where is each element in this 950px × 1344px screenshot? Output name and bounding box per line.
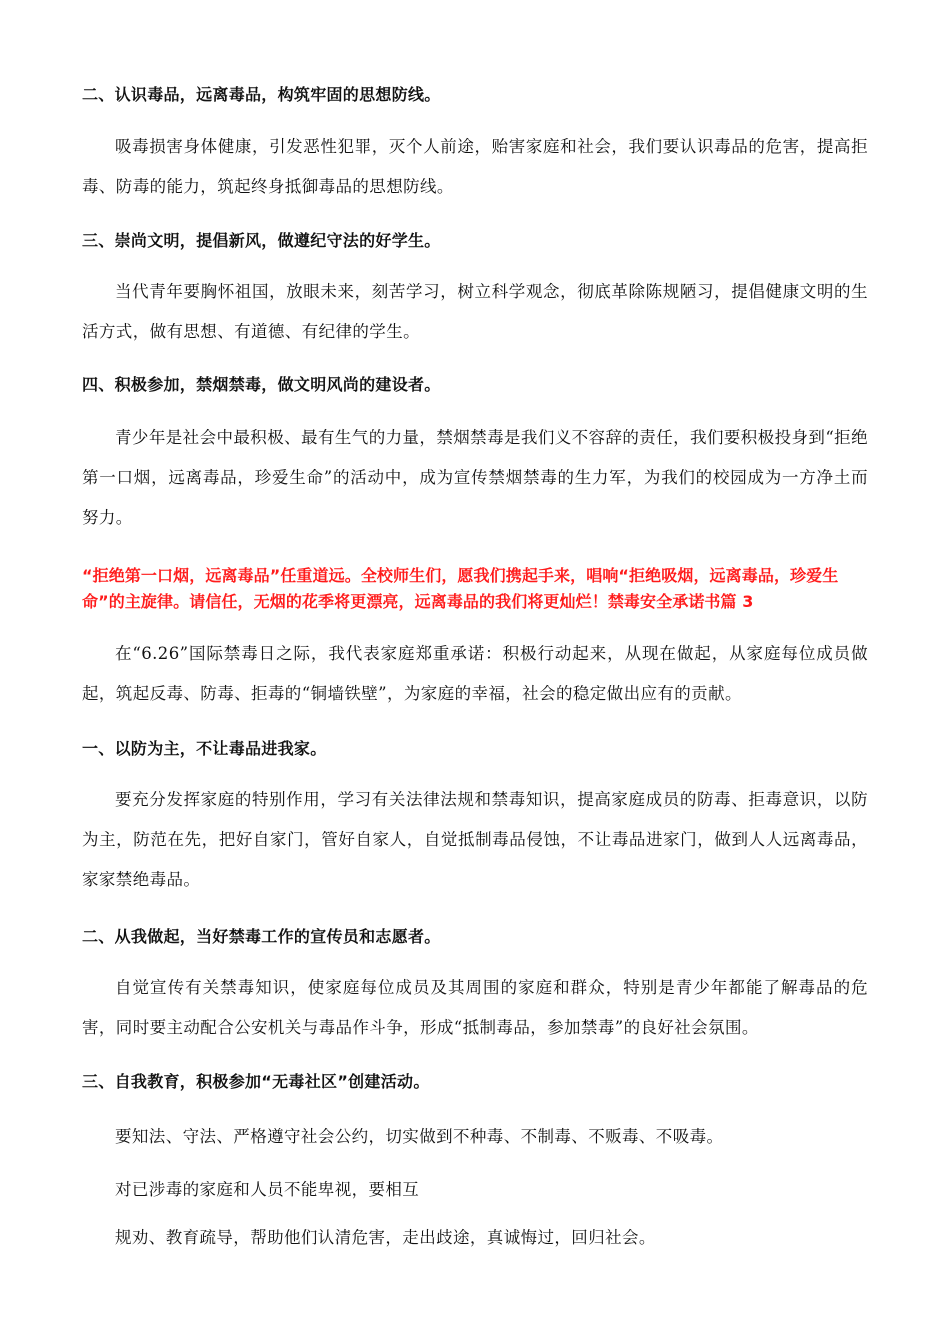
section-heading: 三、崇尚文明，提倡新风，做遵纪守法的好学生。 xyxy=(82,231,441,250)
section-heading: 二、认识毒品，远离毒品，构筑牢固的思想防线。 xyxy=(82,85,441,104)
section-paragraph: 规劝、教育疏导，帮助他们认清危害，走出歧途，真诚悔过，回归社会。 xyxy=(115,1228,656,1247)
section-paragraph: 吸毒损害身体健康，引发恶性犯罪，灭个人前途，贻害家庭和社会，我们要认识毒品的危害，提高拒毒、防毒的能力，筑起终身抵御毒品的思想防线。 xyxy=(82,137,868,196)
section-paragraph: 青少年是社会中最积极、最有生气的力量，禁烟禁毒是我们义不容辞的责任，我们要积极投身到“拒绝第一口烟，远离毒品，珍爱生命”的活动中，成为宣传禁烟禁毒的生力军，为我们的校园成为一方净土而努力。 xyxy=(82,428,868,527)
section-heading: 一、以防为主，不让毒品进我家。 xyxy=(82,739,327,758)
section-paragraph: 对已涉毒的家庭和人员不能卑视，要相互 xyxy=(115,1180,420,1199)
section-paragraph: 要知法、守法、严格遵守社会公约，切实做到不种毒、不制毒、不贩毒、不吸毒。 xyxy=(115,1127,724,1146)
section-paragraph: 要充分发挥家庭的特别作用，学习有关法律法规和禁毒知识，提高家庭成员的防毒、拒毒意识，以防为主，防范在先，把好自家门，管好自家人，自觉抵制毒品侵蚀，不让毒品进家门，做到人人远离毒品，家家禁绝毒品。 xyxy=(82,790,868,889)
red-callout: “拒绝第一口烟，远离毒品”任重道远。全校师生们，愿我们携起手来，唱响“拒绝吸烟，远离毒品，珍爱生命”的主旋律。请信任，无烟的花季将更漂亮，远离毒品的我们将更灿烂！禁毒安全承诺书篇 3 xyxy=(82,566,839,611)
section-paragraph: 当代青年要胸怀祖国，放眼未来，刻苦学习，树立科学观念，彻底革除陈规陋习，提倡健康文明的生活方式，做有思想、有道德、有纪律的学生。 xyxy=(82,282,868,341)
section-paragraph: 自觉宣传有关禁毒知识，使家庭每位成员及其周围的家庭和群众，特别是青少年都能了解毒品的危害，同时要主动配合公安机关与毒品作斗争，形成“抵制毒品，参加禁毒”的良好社会氛围。 xyxy=(82,978,868,1037)
section-heading: 三、自我教育，积极参加“无毒社区”创建活动。 xyxy=(82,1072,430,1091)
section-heading: 四、积极参加，禁烟禁毒，做文明风尚的建设者。 xyxy=(82,375,441,394)
section-heading: 二、从我做起，当好禁毒工作的宣传员和志愿者。 xyxy=(82,927,441,946)
pledge-intro-paragraph: 在“6.26”国际禁毒日之际，我代表家庭郑重承诺：积极行动起来，从现在做起，从家庭每位成员做起，筑起反毒、防毒、拒毒的“铜墙铁壁”，为家庭的幸福，社会的稳定做出应有的贡献。 xyxy=(82,644,868,703)
